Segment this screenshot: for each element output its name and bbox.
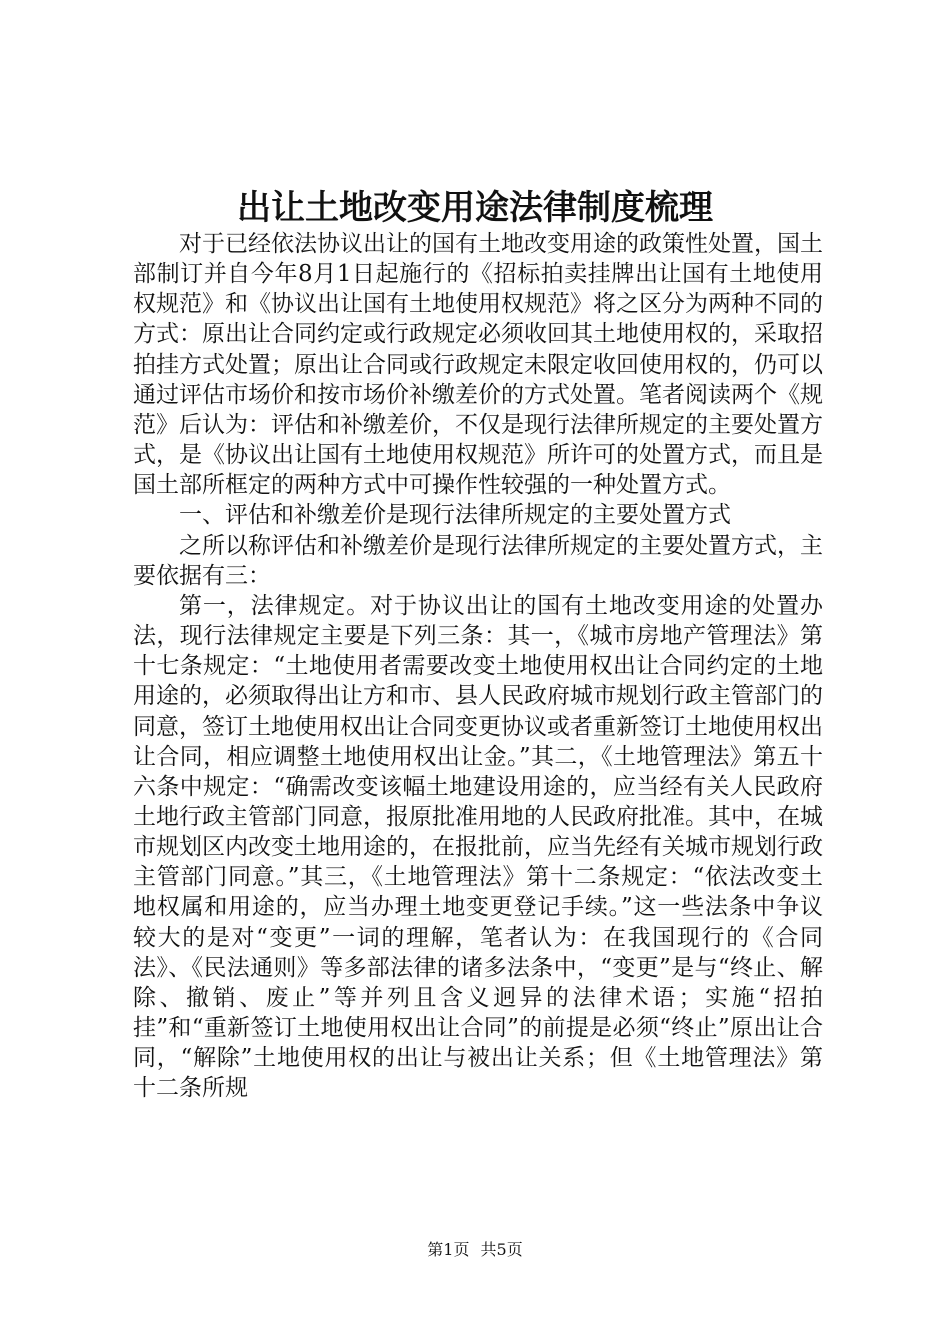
page-total: 共5页 bbox=[480, 1240, 523, 1259]
page-number: 第1页 bbox=[427, 1240, 470, 1259]
paragraph-legal-basis: 第一，法律规定。对于协议出让的国有土地改变用途的处置办法，现行法律规定主要是下列三条：其一，《城市房地产管理法》第十七条规定：“土地使用者需要改变土地使用权出让合同约定的土地用途的，必须取得出让方和市、县人民政府城市规划行政主管部门的同意，签订土地使用权出让合同变更协议或者重新签订土地使用权出让合同，相应调整土地使用权出让金。”其二，《土地管理法》第五十六条中规定：“确需改变该幅土地建设用途的，应当经有关人民政府土地行政主管部门同意，报原批准用地的人民政府批准。其中，在城市规划区内改变土地用途的，在报批前，应当先经有关城市规划行政主管部门同意。”其三，《土地管理法》第十二条规定：“依法改变土地权属和用途的，应当办理土地变更登记手续。”这一些法条中争议较大的是对“变更”一词的理解，笔者认为：在我国现行的《合同法》、《民法通则》等多部法律的诸多法条中，“变更”是与“终止、解除、撤销、废止”等并列且含义迥异的法律术语；实施“招拍挂”和“重新签订土地使用权出让合同”的前提是必须“终止”原出让合同，“解除”土地使用权的出让与被出让关系；但《土地管理法》第十二条所规 bbox=[133, 592, 823, 1102]
paragraph-intro: 对于已经依法协议出让的国有土地改变用途的政策性处置，国土部制订并自今年8月1日起施行的《招标拍卖挂牌出让国有土地使用权规范》和《协议出让国有土地使用权规范》将之区分为两种不同的方式：原出让合同约定或行政规定必须收回其土地使用权的，采取招拍挂方式处置；原出让合同或行政规定未限定收回使用权的，仍可以通过评估市场价和按市场价补缴差价的方式处置。笔者阅读两个《规范》后认为：评估和补缴差价，不仅是现行法律所规定的主要处置方式，是《协议出让国有土地使用权规范》所许可的处置方式，而且是国土部所框定的两种方式中可操作性较强的一种处置方式。 bbox=[133, 231, 823, 499]
page-footer bbox=[0, 1240, 950, 1260]
document-body bbox=[133, 229, 823, 1104]
document-title: 出让土地改变用途法律制度梳理 bbox=[237, 188, 713, 228]
section-heading-1: 一、评估和补缴差价是现行法律所规定的主要处置方式 bbox=[179, 502, 731, 529]
paragraph-reasons: 之所以称评估和补缴差价是现行法律所规定的主要处置方式，主要依据有三： bbox=[133, 532, 823, 589]
